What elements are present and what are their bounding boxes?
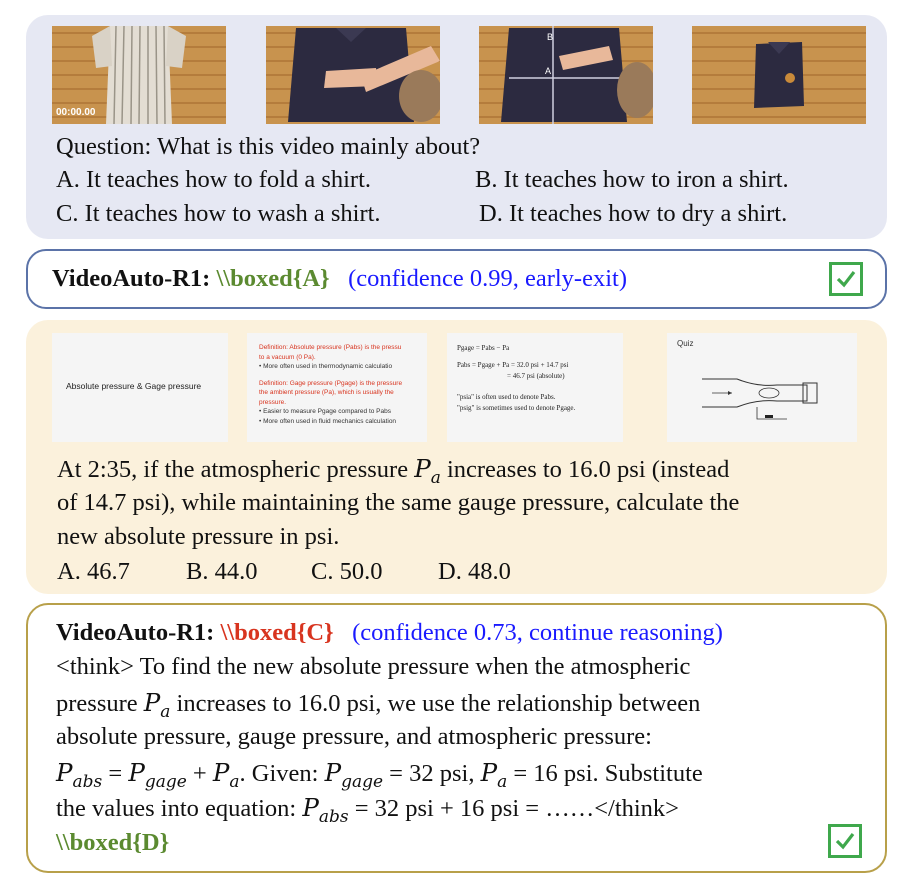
pipe-diagram-image xyxy=(697,359,827,429)
slide-2-def1: Definition: Absolute pressure (Pabs) is the pressu xyxy=(259,344,402,351)
r2-l2-post: increases to 16.0 psi, we use the relationship between xyxy=(170,690,701,717)
confidence-text: (confidence 0.99, early-exit) xyxy=(348,265,627,292)
video-frame-2 xyxy=(266,26,440,124)
slide-2-bullet1: • More often used in thermodynamic calculatio xyxy=(259,363,393,370)
option-d: D. 48.0 xyxy=(438,558,511,585)
svg-text:B: B xyxy=(547,32,554,42)
r2-l4-v2: = 16 psi. Substitute xyxy=(507,760,703,787)
pressure-question-line-3: new absolute pressure in psi. xyxy=(57,523,340,550)
option-a: A. 46.7 xyxy=(57,558,130,585)
model-name: VideoAuto-R1: xyxy=(56,619,215,646)
response-1-line xyxy=(52,262,627,296)
slide-2-bullet2: • Easier to measure Pgage compared to Pabs xyxy=(259,408,391,415)
slide-3-eq1: Pgage = Pabs − Pa xyxy=(457,344,510,352)
slide-3-eq3: = 46.7 psi (absolute) xyxy=(507,372,565,380)
option-b: B. It teaches how to iron a shirt. xyxy=(475,166,789,193)
response-2-header xyxy=(56,616,723,650)
slide-2-bullet3: • More often used in fluid mechanics calculation xyxy=(259,417,397,425)
video-frame-3 xyxy=(479,26,653,124)
confidence-text: (confidence 0.73, continue reasoning) xyxy=(352,619,723,646)
question-text: Question: What is this video mainly about? xyxy=(56,133,481,160)
slide-3-note2: "psig" is sometimes used to denote Pgage. xyxy=(457,404,576,412)
video-frame-4 xyxy=(692,26,866,124)
reasoning-line-3: absolute pressure, gauge pressure, and atmospheric pressure: xyxy=(56,723,652,750)
slide-4 xyxy=(667,333,857,442)
r2-l4-v1: = 32 psi, xyxy=(383,760,481,787)
reasoning-line-5: the values into equation: $P_{abs} = 32$ psi + 16 psi = ……</think> xyxy=(56,793,680,827)
slide-4-title: Quiz xyxy=(677,339,694,348)
slide-3-eq2: Pabs = Pgage + Pa = 32.0 psi + 14.7 psi xyxy=(457,361,569,369)
svg-text:A: A xyxy=(545,66,552,76)
r2-l2-pre: pressure xyxy=(56,690,144,717)
pressure-question-line-2: of 14.7 psi), while maintaining the same gauge pressure, calculate the xyxy=(57,489,740,516)
option-a: A. It teaches how to fold a shirt. xyxy=(56,166,372,193)
shirt-folding-image xyxy=(266,26,440,124)
slide-2 xyxy=(247,333,427,442)
slide-2-def2b: the ambient pressure (Pa), which is usually the xyxy=(259,389,394,396)
shirt-folding-lines-image xyxy=(479,26,653,124)
boxed-answer-correct: \\boxed{A} xyxy=(216,265,330,292)
option-c: C. It teaches how to wash a shirt. xyxy=(56,200,381,227)
slide-2-def2c: pressure. xyxy=(259,398,287,406)
r2-l4-given: . Given: xyxy=(239,760,325,787)
option-c: C. 50.0 xyxy=(311,558,383,585)
reasoning-line-4: $P_{abs} = P_{gage} + P_a$. Given: $P_{gage} = 32$ psi, $P_a = 16$ psi. Substitute xyxy=(56,758,703,792)
video-frame-1 xyxy=(52,26,226,124)
option-b: B. 44.0 xyxy=(186,558,258,585)
check-icon xyxy=(829,262,863,296)
check-icon xyxy=(828,824,862,858)
video-timestamp: 00:00.00 xyxy=(56,107,96,118)
slide-3-note1: "psia" is often used to denote Pabs. xyxy=(457,393,556,401)
reasoning-line-2: pressure $P_a$ increases to 16.0 psi, we use the relationship between xyxy=(56,688,701,722)
symbol-p-a: $P_a$ xyxy=(414,454,441,488)
slide-2-def1b: to a vacuum (0 Pa). xyxy=(259,353,316,361)
boxed-answer-final: \\boxed{D} xyxy=(56,829,170,856)
slide-1 xyxy=(52,333,228,442)
q2-line1-pre: At 2:35, if the atmospheric pressure xyxy=(57,456,415,483)
slide-2-def2: Definition: Gage pressure (Pgage) is the pressure xyxy=(259,379,403,387)
shirt-folded-image xyxy=(692,26,866,124)
r2-l5-pre: the values into equation: xyxy=(56,795,303,822)
model-name: VideoAuto-R1: xyxy=(52,265,211,292)
slide-3 xyxy=(447,333,623,442)
option-d: D. It teaches how to dry a shirt. xyxy=(479,200,788,227)
reasoning-line-1: <think> To find the new absolute pressure when the atmospheric xyxy=(56,653,691,680)
r2-l5-post: = 32 psi + 16 psi = ……</think> xyxy=(348,795,680,822)
slide-1-title: Absolute pressure & Gage pressure xyxy=(66,381,202,391)
boxed-answer-wrong: \\boxed{C} xyxy=(220,619,334,646)
q2-line1-post: increases to 16.0 psi (instead xyxy=(440,456,730,483)
